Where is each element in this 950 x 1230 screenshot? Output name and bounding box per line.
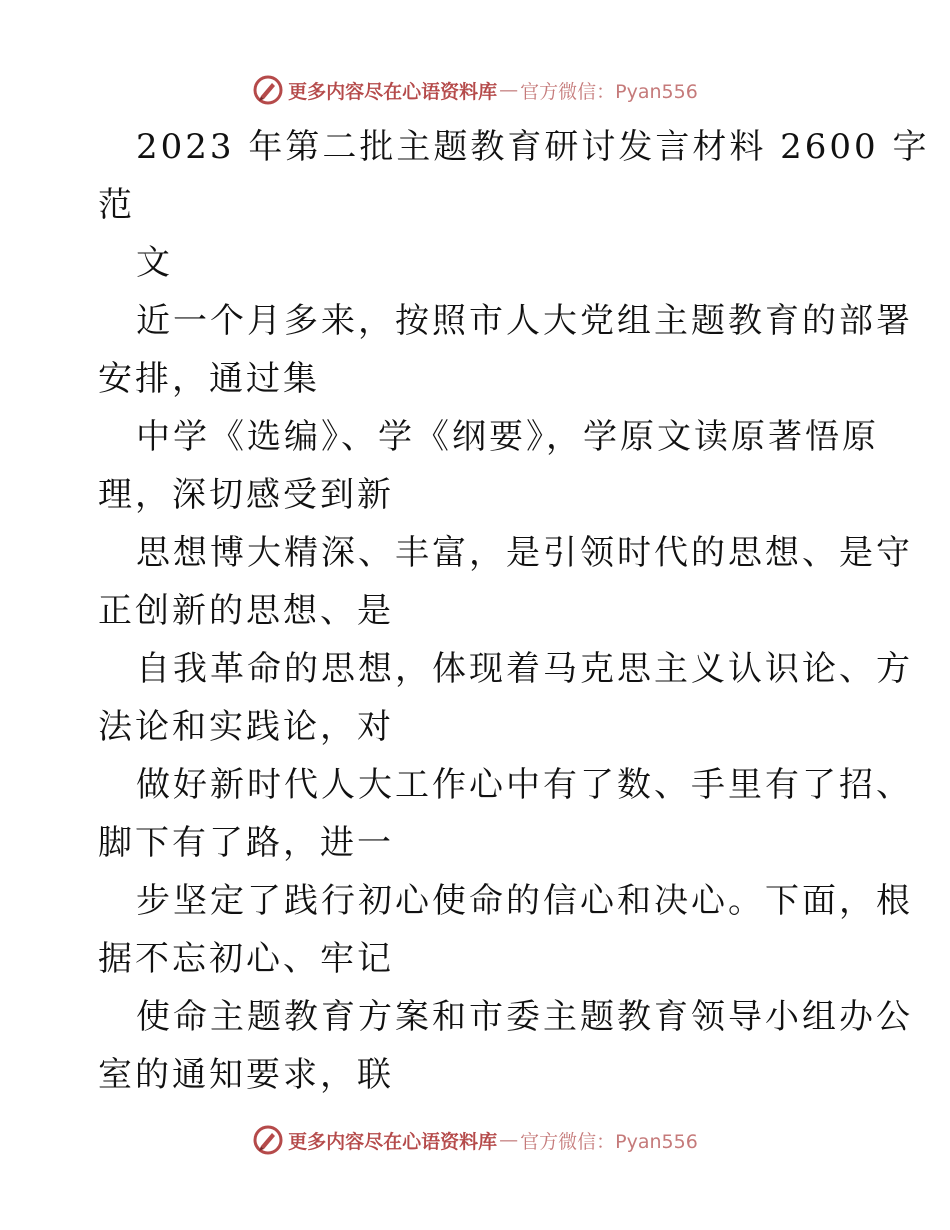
paragraph	[98, 408, 879, 524]
banner-dash: —	[499, 1129, 519, 1151]
paragraph	[98, 988, 913, 1104]
paragraph	[98, 234, 858, 292]
paragraph	[98, 756, 913, 872]
text-line: 近一个月多来，按照市人大党组主题教育的部署	[136, 301, 913, 341]
header-watermark	[0, 70, 950, 110]
banner-dash: —	[499, 79, 519, 101]
logo-icon	[252, 1124, 284, 1156]
text-line: 思想博大精深、丰富，是引领时代的思想、是守	[136, 533, 913, 573]
text-line: 做好新时代人大工作心中有了数、手里有了招、	[136, 765, 913, 805]
banner-wechat: 官方微信：Pyan556	[520, 80, 698, 103]
text-line: 中学《选编》、学《纲要》，学原文读原著悟原	[136, 417, 879, 457]
paragraph	[98, 292, 913, 408]
paragraph	[98, 872, 913, 988]
text-line: 范	[98, 185, 135, 225]
paragraph	[98, 524, 913, 640]
text-line: 理，深切感受到新	[98, 475, 394, 515]
document-body	[98, 118, 930, 1104]
paragraph	[98, 640, 913, 756]
text-line: 使命主题教育方案和市委主题教育领导小组办公	[136, 997, 913, 1037]
paragraph-title	[98, 118, 930, 234]
text-line: 法论和实践论，对	[98, 707, 394, 747]
footer-watermark	[0, 1120, 950, 1160]
text-line: 2023 年第二批主题教育研讨发言材料 2600 字	[136, 127, 930, 167]
text-line: 据不忘初心、牢记	[98, 939, 394, 979]
logo-icon	[252, 74, 284, 106]
banner-wechat: 官方微信：Pyan556	[520, 1130, 698, 1153]
text-line: 安排，通过集	[98, 359, 320, 399]
banner-text: 更多内容尽在心语资料库	[288, 1130, 498, 1153]
text-line: 步坚定了践行初心使命的信心和决心。下面，根	[136, 881, 913, 921]
text-line: 正创新的思想、是	[98, 591, 394, 631]
text-line: 室的通知要求，联	[98, 1055, 394, 1095]
text-line: 自我革命的思想，体现着马克思主义认识论、方	[136, 649, 913, 689]
text-line: 文	[136, 243, 173, 283]
text-line: 脚下有了路，进一	[98, 823, 394, 863]
banner-text: 更多内容尽在心语资料库	[288, 80, 498, 103]
